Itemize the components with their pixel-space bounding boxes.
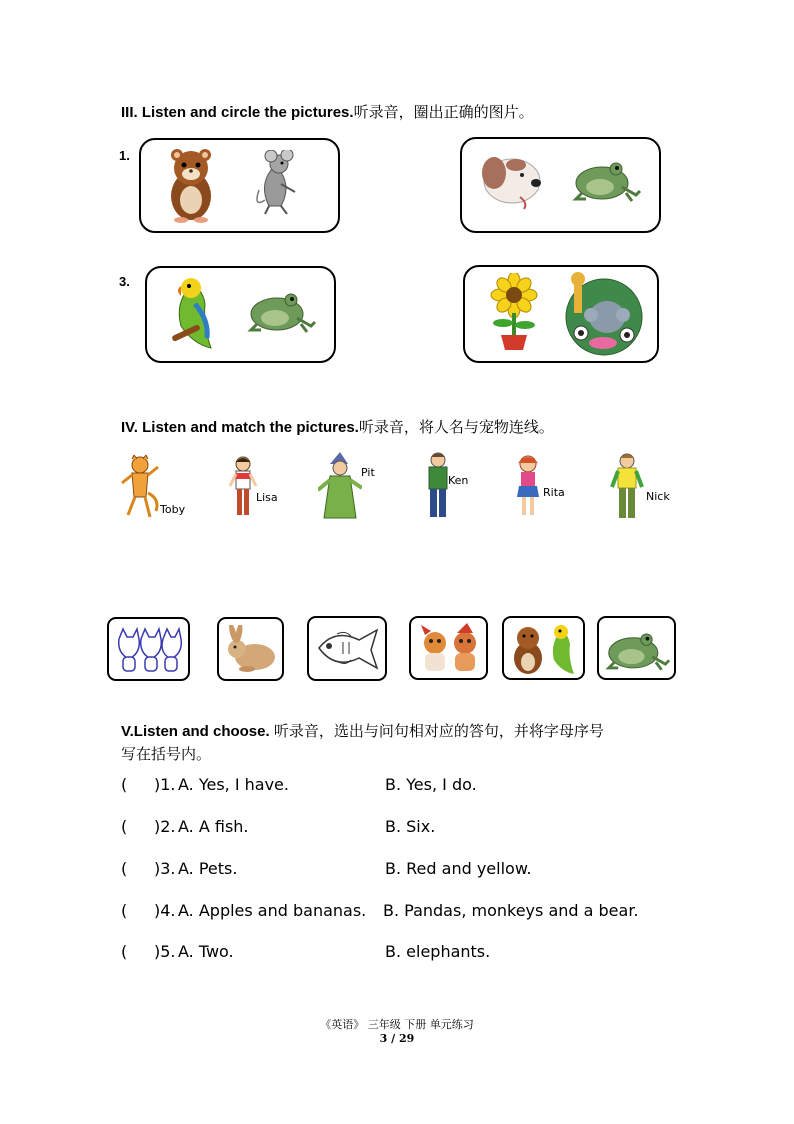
section-3-title-cn: 听录音，圈出正确的图片。 [353, 103, 534, 121]
flower-picture[interactable] [487, 273, 541, 351]
parrot-picture[interactable] [169, 274, 219, 350]
option-a-2: A. A fish. [178, 817, 249, 836]
pet-box-cats[interactable] [107, 617, 190, 681]
answer-paren-5[interactable]: ( [121, 942, 128, 961]
section-3-title-en: III. Listen and circle the pictures. [121, 104, 354, 121]
question-number-5: )5. [154, 942, 176, 961]
section-5-title-en: V.Listen and choose. [121, 723, 270, 740]
person-name-rita: Rita [543, 486, 565, 499]
question-number-4: )4. [154, 901, 176, 920]
item-1-number: 1. [119, 148, 130, 163]
nick-figure[interactable] [610, 453, 644, 521]
option-a-3: A. Pets. [178, 859, 238, 878]
section-4-heading [121, 416, 554, 437]
fish-picture [315, 624, 381, 674]
answer-paren-3[interactable]: ( [121, 859, 128, 878]
option-b-4: B. Pandas, monkeys and a bear. [383, 901, 639, 920]
pet-box-fish[interactable] [307, 616, 387, 681]
answer-paren-2[interactable]: ( [121, 817, 128, 836]
dogs-picture [417, 623, 483, 675]
answer-paren-4[interactable]: ( [121, 901, 128, 920]
item-1-box[interactable] [139, 138, 340, 233]
section-5-heading [121, 720, 604, 741]
rita-figure[interactable] [513, 455, 543, 519]
section-5-title-cn-1: 听录音，选出与问句相对应的答句，并将字母序号 [273, 722, 604, 740]
pet-box-rabbit[interactable] [217, 617, 284, 681]
section-3-heading [121, 101, 534, 122]
section-4-title-cn: 听录音，将人名与宠物连线。 [358, 418, 554, 436]
section-5-heading-line2 [121, 743, 211, 764]
zoo-animals-picture[interactable] [561, 271, 647, 357]
person-name-nick: Nick [646, 490, 670, 503]
person-name-lisa: Lisa [256, 491, 278, 504]
pit-figure[interactable] [318, 452, 362, 520]
hamster-picture[interactable] [163, 146, 219, 224]
option-a-4: A. Apples and bananas. [178, 901, 367, 920]
hamster-parrot-picture [510, 622, 582, 676]
pet-box-dogs[interactable] [409, 616, 488, 680]
person-name-ken: Ken [448, 474, 469, 487]
answer-paren-1[interactable]: ( [121, 775, 128, 794]
option-a-5: A. Two. [178, 942, 234, 961]
item-3-number: 3. [119, 274, 130, 289]
option-b-1: B. Yes, I do. [385, 775, 477, 794]
question-number-1: )1. [154, 775, 176, 794]
person-name-pit: Pit [361, 466, 375, 479]
option-b-3: B. Red and yellow. [385, 859, 532, 878]
pet-box-frog[interactable] [597, 616, 676, 680]
option-a-1: A. Yes, I have. [178, 775, 289, 794]
frog-picture[interactable] [247, 288, 317, 334]
pet-box-hamster-parrot[interactable] [502, 616, 585, 680]
question-number-2: )2. [154, 817, 176, 836]
mouse-picture[interactable] [251, 150, 303, 216]
frog-picture[interactable] [572, 157, 642, 203]
lisa-figure[interactable] [228, 456, 258, 520]
cats-picture [115, 625, 183, 673]
section-5-title-cn-2: 写在括号内。 [121, 745, 212, 763]
page-number: 3 / 29 [379, 1032, 415, 1045]
item-3-box[interactable] [145, 266, 336, 363]
toby-figure[interactable] [120, 455, 160, 521]
question-number-3: )3. [154, 859, 176, 878]
dog-picture[interactable] [478, 151, 544, 211]
option-b-5: B. elephants. [385, 942, 491, 961]
frog-picture [605, 628, 671, 672]
item-4-box[interactable] [463, 265, 659, 363]
person-name-toby: Toby [160, 503, 186, 516]
section-4-title-en: IV. Listen and match the pictures. [121, 419, 359, 436]
item-2-box[interactable] [460, 137, 661, 233]
option-b-2: B. Six. [385, 817, 436, 836]
rabbit-picture [223, 625, 279, 673]
footer-title: 《英语》 三年级 下册 单元练习 [320, 1018, 474, 1031]
